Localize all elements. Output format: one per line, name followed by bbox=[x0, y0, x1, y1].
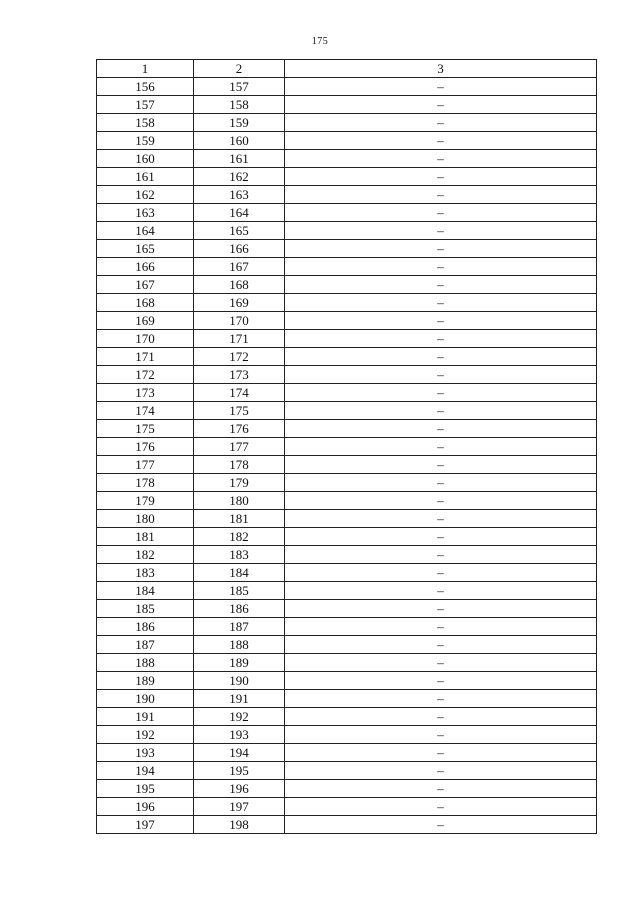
table-row bbox=[97, 78, 597, 96]
table-cell-col-2: 173 bbox=[194, 366, 285, 384]
table-cell-col-1: 188 bbox=[97, 654, 194, 672]
table-cell-col-3: – bbox=[285, 798, 597, 816]
table-cell-col-3: – bbox=[285, 258, 597, 276]
table-cell-col-2: 166 bbox=[194, 240, 285, 258]
table-cell-col-2: 165 bbox=[194, 222, 285, 240]
table-cell-col-2: 163 bbox=[194, 186, 285, 204]
table-cell-col-3: – bbox=[285, 600, 597, 618]
table-cell-col-3: – bbox=[285, 96, 597, 114]
column-header-1: 1 bbox=[97, 60, 194, 78]
table-cell-col-2: 167 bbox=[194, 258, 285, 276]
column-header-2: 2 bbox=[194, 60, 285, 78]
table-cell-col-3: – bbox=[285, 186, 597, 204]
table-cell-col-2: 178 bbox=[194, 456, 285, 474]
table-cell-col-2: 160 bbox=[194, 132, 285, 150]
column-header-3: 3 bbox=[285, 60, 597, 78]
table-cell-col-3: – bbox=[285, 114, 597, 132]
table-cell-col-3: – bbox=[285, 402, 597, 420]
table-cell-col-1: 171 bbox=[97, 348, 194, 366]
table-cell-col-1: 197 bbox=[97, 816, 194, 834]
table-row bbox=[97, 150, 597, 168]
table-cell-col-1: 161 bbox=[97, 168, 194, 186]
table-cell-col-3: – bbox=[285, 204, 597, 222]
table-cell-col-1: 183 bbox=[97, 564, 194, 582]
table-cell-col-3: – bbox=[285, 492, 597, 510]
header-row bbox=[97, 60, 597, 78]
table-cell-col-2: 162 bbox=[194, 168, 285, 186]
table-row bbox=[97, 618, 597, 636]
table-cell-col-2: 177 bbox=[194, 438, 285, 456]
table-cell-col-2: 192 bbox=[194, 708, 285, 726]
table-cell-col-2: 169 bbox=[194, 294, 285, 312]
table-cell-col-2: 175 bbox=[194, 402, 285, 420]
table-cell-col-2: 180 bbox=[194, 492, 285, 510]
table-cell-col-1: 191 bbox=[97, 708, 194, 726]
table-cell-col-1: 167 bbox=[97, 276, 194, 294]
table-row bbox=[97, 672, 597, 690]
table-cell-col-1: 184 bbox=[97, 582, 194, 600]
table-cell-col-1: 194 bbox=[97, 762, 194, 780]
table-cell-col-3: – bbox=[285, 744, 597, 762]
table-cell-col-3: – bbox=[285, 384, 597, 402]
table-row bbox=[97, 312, 597, 330]
table-row bbox=[97, 348, 597, 366]
table-cell-col-1: 185 bbox=[97, 600, 194, 618]
table-cell-col-2: 170 bbox=[194, 312, 285, 330]
table-cell-col-1: 170 bbox=[97, 330, 194, 348]
table-cell-col-2: 188 bbox=[194, 636, 285, 654]
table-cell-col-3: – bbox=[285, 672, 597, 690]
table-cell-col-1: 169 bbox=[97, 312, 194, 330]
table-cell-col-3: – bbox=[285, 726, 597, 744]
table-cell-col-3: – bbox=[285, 222, 597, 240]
table-cell-col-1: 166 bbox=[97, 258, 194, 276]
table-cell-col-3: – bbox=[285, 690, 597, 708]
table-row bbox=[97, 420, 597, 438]
table-cell-col-1: 156 bbox=[97, 78, 194, 96]
table-cell-col-2: 161 bbox=[194, 150, 285, 168]
table-cell-col-1: 172 bbox=[97, 366, 194, 384]
table-cell-col-3: – bbox=[285, 240, 597, 258]
table-cell-col-2: 181 bbox=[194, 510, 285, 528]
table-cell-col-1: 163 bbox=[97, 204, 194, 222]
table-cell-col-3: – bbox=[285, 330, 597, 348]
table-row bbox=[97, 492, 597, 510]
table-cell-col-1: 175 bbox=[97, 420, 194, 438]
table-cell-col-2: 164 bbox=[194, 204, 285, 222]
table-row bbox=[97, 726, 597, 744]
table-cell-col-2: 194 bbox=[194, 744, 285, 762]
table-cell-col-1: 193 bbox=[97, 744, 194, 762]
table-row bbox=[97, 762, 597, 780]
table-cell-col-1: 195 bbox=[97, 780, 194, 798]
table-row bbox=[97, 798, 597, 816]
table-cell-col-1: 168 bbox=[97, 294, 194, 312]
table-row bbox=[97, 168, 597, 186]
table-cell-col-2: 179 bbox=[194, 474, 285, 492]
table-cell-col-3: – bbox=[285, 564, 597, 582]
table-body bbox=[97, 78, 597, 834]
table-cell-col-3: – bbox=[285, 474, 597, 492]
table-row bbox=[97, 528, 597, 546]
table-row bbox=[97, 780, 597, 798]
table-row bbox=[97, 654, 597, 672]
table-cell-col-2: 190 bbox=[194, 672, 285, 690]
table-row bbox=[97, 96, 597, 114]
table-cell-col-2: 198 bbox=[194, 816, 285, 834]
table-cell-col-3: – bbox=[285, 654, 597, 672]
table-cell-col-1: 164 bbox=[97, 222, 194, 240]
table-cell-col-2: 184 bbox=[194, 564, 285, 582]
table-cell-col-3: – bbox=[285, 636, 597, 654]
table-cell-col-3: – bbox=[285, 780, 597, 798]
table-cell-col-2: 189 bbox=[194, 654, 285, 672]
table-cell-col-3: – bbox=[285, 150, 597, 168]
table-cell-col-1: 162 bbox=[97, 186, 194, 204]
table-cell-col-3: – bbox=[285, 168, 597, 186]
table-cell-col-3: – bbox=[285, 528, 597, 546]
table-cell-col-1: 158 bbox=[97, 114, 194, 132]
table-cell-col-2: 191 bbox=[194, 690, 285, 708]
table-row bbox=[97, 222, 597, 240]
table-row bbox=[97, 708, 597, 726]
table-cell-col-1: 179 bbox=[97, 492, 194, 510]
table-cell-col-3: – bbox=[285, 132, 597, 150]
table-cell-col-1: 180 bbox=[97, 510, 194, 528]
table-row bbox=[97, 132, 597, 150]
table-cell-col-2: 172 bbox=[194, 348, 285, 366]
table-cell-col-1: 173 bbox=[97, 384, 194, 402]
table-cell-col-1: 176 bbox=[97, 438, 194, 456]
table-row bbox=[97, 114, 597, 132]
table-cell-col-2: 174 bbox=[194, 384, 285, 402]
table-cell-col-3: – bbox=[285, 762, 597, 780]
table-cell-col-1: 178 bbox=[97, 474, 194, 492]
table-cell-col-3: – bbox=[285, 348, 597, 366]
table-cell-col-1: 190 bbox=[97, 690, 194, 708]
table-cell-col-3: – bbox=[285, 708, 597, 726]
table-row bbox=[97, 186, 597, 204]
table-cell-col-2: 193 bbox=[194, 726, 285, 744]
table-cell-col-1: 159 bbox=[97, 132, 194, 150]
table-cell-col-1: 174 bbox=[97, 402, 194, 420]
table-row bbox=[97, 582, 597, 600]
table-row bbox=[97, 294, 597, 312]
table-cell-col-3: – bbox=[285, 78, 597, 96]
table-header bbox=[97, 60, 597, 78]
table-cell-col-2: 195 bbox=[194, 762, 285, 780]
table-cell-col-1: 189 bbox=[97, 672, 194, 690]
table-row bbox=[97, 636, 597, 654]
table-cell-col-2: 197 bbox=[194, 798, 285, 816]
page-number: 175 bbox=[311, 36, 329, 47]
table-row bbox=[97, 384, 597, 402]
table-cell-col-1: 160 bbox=[97, 150, 194, 168]
table-row bbox=[97, 816, 597, 834]
table-cell-col-2: 171 bbox=[194, 330, 285, 348]
table-row bbox=[97, 258, 597, 276]
table-cell-col-2: 159 bbox=[194, 114, 285, 132]
table-cell-col-3: – bbox=[285, 456, 597, 474]
table-cell-col-1: 196 bbox=[97, 798, 194, 816]
table-row bbox=[97, 276, 597, 294]
table-cell-col-1: 186 bbox=[97, 618, 194, 636]
table-cell-col-3: – bbox=[285, 366, 597, 384]
table-cell-col-1: 187 bbox=[97, 636, 194, 654]
table-cell-col-3: – bbox=[285, 276, 597, 294]
table-cell-col-1: 181 bbox=[97, 528, 194, 546]
table-row bbox=[97, 438, 597, 456]
table-cell-col-2: 182 bbox=[194, 528, 285, 546]
table-row bbox=[97, 690, 597, 708]
table-cell-col-2: 185 bbox=[194, 582, 285, 600]
table-row bbox=[97, 510, 597, 528]
table-cell-col-3: – bbox=[285, 312, 597, 330]
table-row bbox=[97, 564, 597, 582]
table-row bbox=[97, 474, 597, 492]
table-row bbox=[97, 240, 597, 258]
table-cell-col-3: – bbox=[285, 618, 597, 636]
table-row bbox=[97, 546, 597, 564]
table-cell-col-3: – bbox=[285, 816, 597, 834]
data-table bbox=[96, 59, 597, 834]
table-cell-col-2: 176 bbox=[194, 420, 285, 438]
table-cell-col-3: – bbox=[285, 582, 597, 600]
table-row bbox=[97, 366, 597, 384]
table-cell-col-2: 158 bbox=[194, 96, 285, 114]
table-row bbox=[97, 744, 597, 762]
table-cell-col-3: – bbox=[285, 510, 597, 528]
table-cell-col-3: – bbox=[285, 546, 597, 564]
table-cell-col-2: 168 bbox=[194, 276, 285, 294]
table-cell-col-3: – bbox=[285, 438, 597, 456]
table-row bbox=[97, 330, 597, 348]
table-cell-col-3: – bbox=[285, 294, 597, 312]
table-cell-col-2: 186 bbox=[194, 600, 285, 618]
table-cell-col-1: 182 bbox=[97, 546, 194, 564]
table-cell-col-1: 165 bbox=[97, 240, 194, 258]
table-row bbox=[97, 402, 597, 420]
table-row bbox=[97, 456, 597, 474]
table-cell-col-2: 183 bbox=[194, 546, 285, 564]
table-row bbox=[97, 204, 597, 222]
table-cell-col-2: 157 bbox=[194, 78, 285, 96]
table-cell-col-2: 196 bbox=[194, 780, 285, 798]
table-cell-col-2: 187 bbox=[194, 618, 285, 636]
table-row bbox=[97, 600, 597, 618]
table-cell-col-1: 192 bbox=[97, 726, 194, 744]
table-cell-col-1: 157 bbox=[97, 96, 194, 114]
table-cell-col-3: – bbox=[285, 420, 597, 438]
table-cell-col-1: 177 bbox=[97, 456, 194, 474]
